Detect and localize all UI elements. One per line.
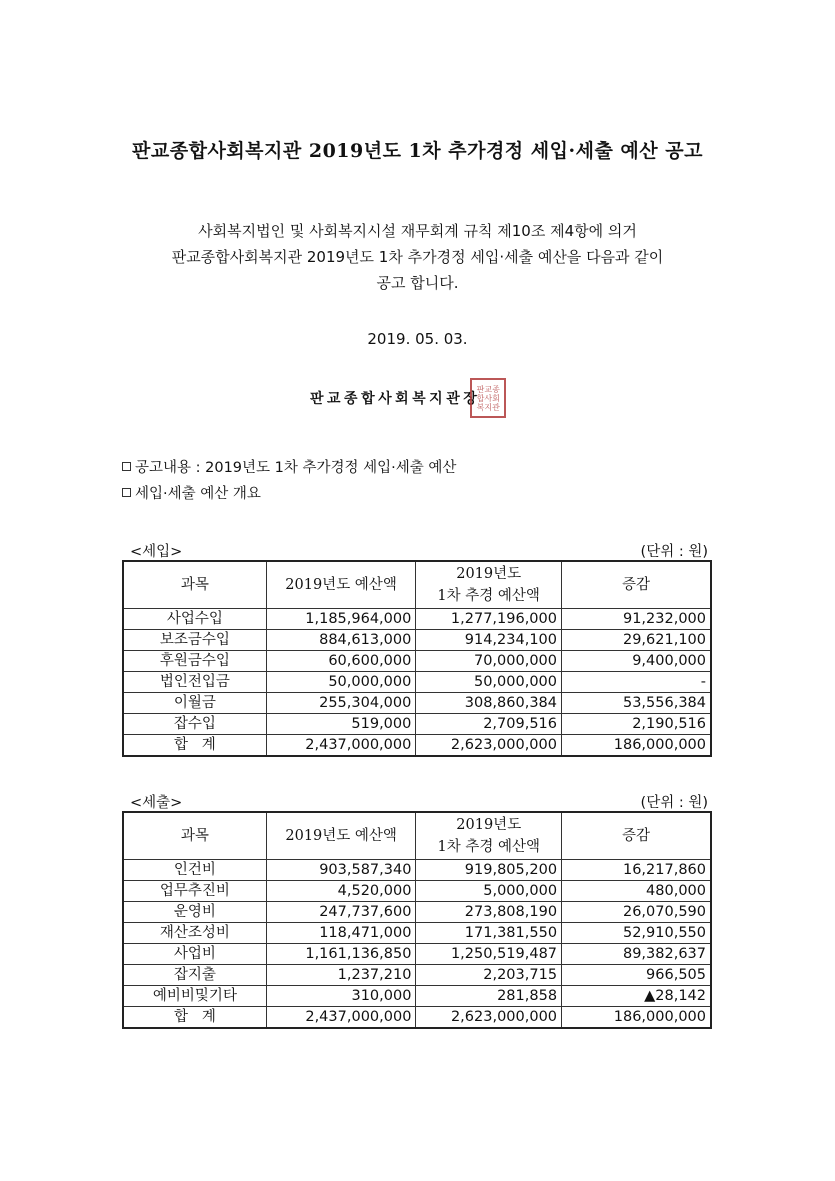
notice-overview-text: 세입·세출 예산 개요 [135,486,261,502]
cell-item: 보조금수입 [123,630,266,651]
cell-budget: 118,471,000 [266,923,416,944]
header-revised-line2: 1차 추경 예산액 [437,839,540,855]
table-row [123,630,711,651]
table-row [123,651,711,672]
header-item: 과목 [123,812,266,860]
page-title: 판교종합사회복지관 2019년도 1차 추가경정 세입·세출 예산 공고 [132,140,703,162]
cell-revised: 2,623,000,000 [416,735,562,757]
intro-paragraph [0,218,835,296]
cell-revised: 281,858 [416,986,562,1007]
cell-item: 후원금수입 [123,651,266,672]
cell-diff: 186,000,000 [562,1007,711,1029]
cell-diff: ▲28,142 [562,986,711,1007]
cell-revised: 1,277,196,000 [416,609,562,630]
cell-diff: 52,910,550 [562,923,711,944]
organization-signature [310,378,506,418]
header-revised [416,812,562,860]
cell-item: 법인전입금 [123,672,266,693]
cell-revised: 171,381,550 [416,923,562,944]
table-row [123,672,711,693]
organization-name: 판교종합사회복지관장 [310,391,481,407]
table-row [123,923,711,944]
cell-diff: 26,070,590 [562,902,711,923]
header-diff: 증감 [562,812,711,860]
header-revised-line1: 2019년도 [456,817,522,833]
cell-diff: 186,000,000 [562,735,712,757]
cell-budget: 255,304,000 [266,693,416,714]
cell-diff: 2,190,516 [562,714,712,735]
expenditure-unit: (단위 : 원) [640,795,708,811]
official-seal [470,378,506,418]
header-item: 과목 [123,561,266,609]
cell-budget: 903,587,340 [266,860,416,881]
header-revised-line1: 2019년도 [456,566,522,582]
cell-diff: 91,232,000 [562,609,712,630]
table-row [123,693,711,714]
cell-item: 사업비 [123,944,266,965]
cell-item: 잡지출 [123,965,266,986]
cell-budget: 4,520,000 [266,881,416,902]
cell-item: 운영비 [123,902,266,923]
table-row [123,1007,711,1029]
cell-revised: 308,860,384 [416,693,562,714]
table-row [123,986,711,1007]
table-row [123,965,711,986]
cell-revised: 919,805,200 [416,860,562,881]
table-row [123,881,711,902]
cell-item: 이월금 [123,693,266,714]
revenue-unit: (단위 : 원) [640,544,708,560]
cell-diff: 29,621,100 [562,630,712,651]
cell-revised: 2,203,715 [416,965,562,986]
cell-budget: 310,000 [266,986,416,1007]
notice-content-line [122,456,456,477]
cell-item: 합 계 [123,735,266,757]
cell-revised: 1,250,519,487 [416,944,562,965]
cell-item: 사업수입 [123,609,266,630]
cell-item: 재산조성비 [123,923,266,944]
cell-item: 인건비 [123,860,266,881]
cell-diff: 966,505 [562,965,711,986]
bullet-square-icon [122,488,131,497]
header-budget: 2019년도 예산액 [266,561,416,609]
expenditure-label: <세출> [130,795,183,811]
notice-date: 2019. 05. 03. [367,330,468,348]
table-row [123,735,711,757]
cell-budget: 2,437,000,000 [266,735,416,757]
table-row [123,860,711,881]
intro-line-1: 사회복지법인 및 사회복지시설 재무회계 규칙 제10조 제4항에 의거 [198,222,637,240]
cell-budget: 1,237,210 [266,965,416,986]
cell-budget: 2,437,000,000 [266,1007,416,1029]
notice-overview-line [122,482,261,503]
cell-diff: 89,382,637 [562,944,711,965]
cell-budget: 1,185,964,000 [266,609,416,630]
cell-revised: 2,709,516 [416,714,562,735]
cell-revised: 50,000,000 [416,672,562,693]
table-row [123,714,711,735]
cell-budget: 884,613,000 [266,630,416,651]
cell-budget: 1,161,136,850 [266,944,416,965]
cell-diff: 9,400,000 [562,651,712,672]
cell-item: 잡수입 [123,714,266,735]
cell-item: 합 계 [123,1007,266,1029]
table-row [123,944,711,965]
cell-revised: 5,000,000 [416,881,562,902]
cell-budget: 519,000 [266,714,416,735]
cell-revised: 914,234,100 [416,630,562,651]
revenue-header-row [123,561,711,609]
header-revised-line2: 1차 추경 예산액 [437,588,540,604]
expenditure-header-row [123,812,711,860]
header-budget: 2019년도 예산액 [266,812,416,860]
revenue-table [122,560,712,757]
cell-budget: 247,737,600 [266,902,416,923]
table-row [123,609,711,630]
header-diff: 증감 [562,561,712,609]
header-revised [416,561,562,609]
cell-item: 업무추진비 [123,881,266,902]
table-row [123,902,711,923]
intro-line-3: 공고 합니다. [376,274,459,292]
cell-diff: 480,000 [562,881,711,902]
cell-revised: 273,808,190 [416,902,562,923]
cell-diff: - [562,672,712,693]
cell-diff: 53,556,384 [562,693,712,714]
expenditure-table [122,811,712,1029]
cell-budget: 60,600,000 [266,651,416,672]
revenue-label: <세입> [130,544,183,560]
bullet-square-icon [122,462,131,471]
cell-diff: 16,217,860 [562,860,711,881]
cell-revised: 70,000,000 [416,651,562,672]
cell-revised: 2,623,000,000 [416,1007,562,1029]
cell-budget: 50,000,000 [266,672,416,693]
intro-line-2: 판교종합사회복지관 2019년도 1차 추가경정 세입·세출 예산을 다음과 같이 [171,248,664,266]
notice-content-text: 공고내용 : 2019년도 1차 추가경정 세입·세출 예산 [135,460,457,476]
seal-text: 판교종합사회복지관 [476,384,500,412]
cell-item: 예비비및기타 [123,986,266,1007]
